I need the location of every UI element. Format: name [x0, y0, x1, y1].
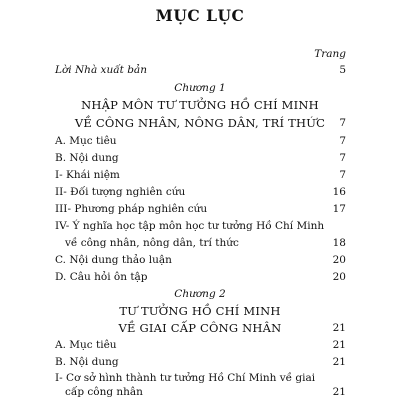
- chapter-1-heading-line2[interactable]: VỀ CÔNG NHÂN, NÔNG DÂN, TRÍ THỨC: [74, 116, 326, 130]
- toc-entry-page: 17: [332, 203, 346, 215]
- toc-entry-page: 7: [339, 169, 346, 181]
- toc-entry-continuation[interactable]: [55, 235, 346, 251]
- toc-entry[interactable]: [55, 252, 346, 268]
- page-column-label: Trang: [314, 48, 346, 60]
- toc-entry-page: 21: [332, 339, 346, 351]
- chapter-2-heading-line2[interactable]: VỀ GIAI CẤP CÔNG NHÂN: [118, 321, 282, 335]
- toc-entry-page: 20: [332, 271, 346, 283]
- toc-entry[interactable]: [55, 269, 346, 285]
- toc-entry[interactable]: [55, 337, 346, 353]
- chapter-2-heading-line1[interactable]: TƯ TƯỞNG HỒ CHÍ MINH: [119, 304, 281, 318]
- toc-entry-text: C. Nội dung thảo luận: [55, 254, 172, 266]
- toc-entry-page: 5: [339, 64, 346, 76]
- toc-entry-page: 18: [332, 237, 346, 249]
- toc-entry[interactable]: [55, 167, 346, 183]
- toc-entry-page: 7: [339, 135, 346, 147]
- toc-entry-preface[interactable]: [55, 62, 346, 78]
- chapter-2-label: Chương 2: [174, 288, 226, 300]
- toc-entry-page: 21: [332, 356, 346, 368]
- toc-entry[interactable]: [55, 218, 346, 234]
- chapter-2-heading-page-row: [55, 320, 346, 336]
- toc-entry-continuation[interactable]: [55, 384, 346, 400]
- toc-entry[interactable]: [55, 184, 346, 200]
- toc-entry-text: cấp công nhân: [65, 386, 143, 398]
- toc-entry-text: A. Mục tiêu: [55, 135, 117, 147]
- toc-entry-text: B. Nội dung: [55, 152, 119, 164]
- toc-entry-text: I- Cơ sở hình thành tư tưởng Hồ Chí Minh về giai: [55, 372, 316, 384]
- page-title: MỤC LỤC: [155, 6, 245, 25]
- toc-entry-page: 16: [332, 186, 346, 198]
- toc-entry-page: 21: [332, 386, 346, 398]
- toc-entry-text: D. Câu hỏi ôn tập: [55, 271, 148, 283]
- toc-entry-text: IV- Ý nghĩa học tập môn học tư tưởng Hồ Chí Minh: [55, 220, 325, 232]
- chapter-1-heading-page: 7: [339, 117, 346, 129]
- toc-entry-page: 7: [339, 152, 346, 164]
- page-column-header: [55, 46, 346, 62]
- chapter-1-heading-page-row: [55, 115, 346, 131]
- toc-entry[interactable]: [55, 354, 346, 370]
- toc-entry[interactable]: [55, 133, 346, 149]
- toc-entry-text: B. Nội dung: [55, 356, 119, 368]
- toc-entry[interactable]: [55, 150, 346, 166]
- chapter-1-heading-line1[interactable]: NHẬP MÔN TƯ TƯỞNG HỒ CHÍ MINH: [81, 98, 319, 112]
- toc-entry-text: I- Khái niệm: [55, 169, 120, 181]
- toc-entry-text: về công nhân, nông dân, trí thức: [65, 237, 239, 249]
- toc-entry-text: II- Đối tượng nghiên cứu: [55, 186, 186, 198]
- toc-entry[interactable]: [55, 201, 346, 217]
- toc-entry-text: Lời Nhà xuất bản: [55, 64, 147, 76]
- toc-entry-text: III- Phương pháp nghiên cứu: [55, 203, 208, 215]
- chapter-1-label: Chương 1: [174, 82, 226, 94]
- toc-entry-page: 20: [332, 254, 346, 266]
- chapter-2-heading-page: 21: [332, 322, 346, 334]
- toc-entry-text: A. Mục tiêu: [55, 339, 117, 351]
